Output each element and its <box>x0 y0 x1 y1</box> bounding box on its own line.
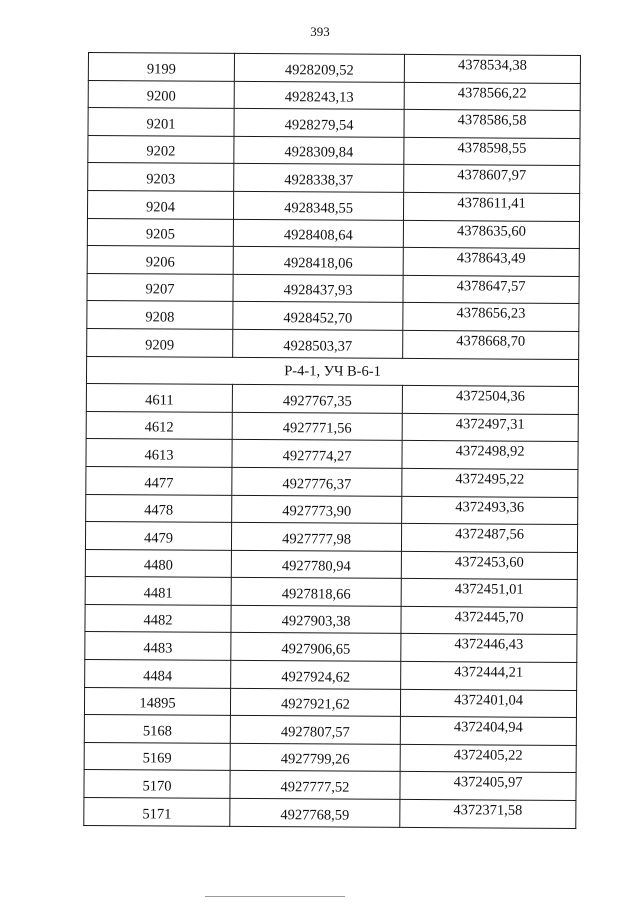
y-coordinate-cell: 4378643,49 <box>403 248 579 277</box>
point-number-cell: 4482 <box>85 604 231 632</box>
y-coordinate-cell: 4372446,43 <box>401 634 577 663</box>
point-number-cell: 9199 <box>88 53 234 81</box>
table-row <box>87 273 579 304</box>
x-coordinate-cell: 4927771,56 <box>232 412 402 441</box>
table-row <box>84 715 576 746</box>
table-row <box>84 687 576 718</box>
x-coordinate-cell: 4928209,52 <box>234 53 404 82</box>
x-coordinate-cell: 4927924,62 <box>231 660 401 689</box>
x-coordinate-cell: 4927818,66 <box>231 578 401 607</box>
y-coordinate-cell: 4372453,60 <box>401 551 577 580</box>
table-row <box>84 770 576 801</box>
point-number-cell: 5170 <box>84 770 230 798</box>
y-coordinate-cell: 4372493,36 <box>402 496 578 525</box>
x-coordinate-cell: 4927776,37 <box>232 467 402 496</box>
y-coordinate-cell: 4372497,31 <box>402 413 578 442</box>
coordinates-table <box>83 52 581 829</box>
point-number-cell: 4477 <box>86 466 232 494</box>
y-coordinate-cell: 4372444,21 <box>401 661 577 690</box>
point-number-cell: 4612 <box>86 411 232 439</box>
point-number-cell: 4478 <box>86 494 232 522</box>
y-coordinate-cell: 4378647,57 <box>403 275 579 304</box>
y-coordinate-cell: 4372451,01 <box>401 579 577 608</box>
x-coordinate-cell: 4927773,90 <box>232 495 402 524</box>
table-row <box>88 53 580 84</box>
y-coordinate-cell: 4372405,97 <box>400 772 576 801</box>
table-row <box>86 439 578 470</box>
table-row <box>85 549 577 580</box>
point-number-cell: 4481 <box>85 577 231 605</box>
table-row <box>87 218 579 249</box>
table-row <box>88 135 580 166</box>
y-coordinate-cell: 4372495,22 <box>402 468 578 497</box>
y-coordinate-cell: 4378656,23 <box>403 303 579 332</box>
x-coordinate-cell: 4928348,55 <box>233 191 403 220</box>
point-number-cell: 9203 <box>88 163 234 191</box>
x-coordinate-cell: 4928418,06 <box>233 247 403 276</box>
table-row <box>87 190 579 221</box>
table-row <box>86 494 578 525</box>
x-coordinate-cell: 4927921,62 <box>230 688 400 717</box>
y-coordinate-cell: 4378635,60 <box>403 220 579 249</box>
point-number-cell: 4613 <box>86 439 232 467</box>
point-number-cell: 9201 <box>88 108 234 136</box>
x-coordinate-cell: 4927799,26 <box>230 743 400 772</box>
table-row <box>84 798 576 829</box>
table-row <box>88 80 580 111</box>
point-number-cell: 4484 <box>85 660 231 688</box>
y-coordinate-cell: 4378598,55 <box>404 137 580 166</box>
point-number-cell: 4611 <box>86 384 232 412</box>
y-coordinate-cell: 4372487,56 <box>401 524 577 553</box>
point-number-cell: 9202 <box>88 135 234 163</box>
x-coordinate-cell: 4927903,38 <box>231 605 401 634</box>
x-coordinate-cell: 4928279,54 <box>234 109 404 138</box>
y-coordinate-cell: 4372498,92 <box>402 441 578 470</box>
point-number-cell: 4480 <box>85 549 231 577</box>
y-coordinate-cell: 4378611,41 <box>403 192 579 221</box>
table-row <box>85 660 577 691</box>
table-row <box>86 466 578 497</box>
table-row <box>86 411 578 442</box>
page-number: 393 <box>310 24 330 39</box>
y-coordinate-cell: 4378566,22 <box>404 82 580 111</box>
y-coordinate-cell: 4372371,58 <box>400 799 576 828</box>
x-coordinate-cell: 4927780,94 <box>231 550 401 579</box>
table-row <box>88 163 580 194</box>
coordinates-table-body <box>84 53 581 829</box>
table-row <box>87 301 579 332</box>
y-coordinate-cell: 4372401,04 <box>400 689 576 718</box>
point-number-cell: 9208 <box>87 301 233 329</box>
y-coordinate-cell: 4378668,70 <box>403 330 579 359</box>
scan-edge-line <box>205 896 345 897</box>
y-coordinate-cell: 4378534,38 <box>404 54 580 83</box>
table-row <box>85 604 577 635</box>
point-number-cell: 9200 <box>88 80 234 108</box>
point-number-cell: 5169 <box>84 742 230 770</box>
x-coordinate-cell: 4928452,70 <box>233 302 403 331</box>
x-coordinate-cell: 4927807,57 <box>230 716 400 745</box>
point-number-cell: 14895 <box>84 687 230 715</box>
point-number-cell: 9205 <box>87 218 233 246</box>
x-coordinate-cell: 4928309,84 <box>234 136 404 165</box>
x-coordinate-cell: 4928503,37 <box>233 329 403 358</box>
y-coordinate-cell: 4378607,97 <box>404 165 580 194</box>
y-coordinate-cell: 4372445,70 <box>401 606 577 635</box>
x-coordinate-cell: 4928338,37 <box>234 164 404 193</box>
section-title: Р-4-1, УЧ В-6-1 <box>86 356 578 387</box>
table-row <box>85 577 577 608</box>
table-row <box>84 742 576 773</box>
x-coordinate-cell: 4927767,35 <box>232 385 402 414</box>
x-coordinate-cell: 4928408,64 <box>233 219 403 248</box>
x-coordinate-cell: 4927906,65 <box>231 633 401 662</box>
x-coordinate-cell: 4927768,59 <box>230 798 400 827</box>
point-number-cell: 9204 <box>87 190 233 218</box>
x-coordinate-cell: 4927777,52 <box>230 771 400 800</box>
table-row <box>87 246 579 277</box>
table-row <box>85 522 577 553</box>
section-row <box>86 356 578 387</box>
point-number-cell: 5168 <box>84 715 230 743</box>
point-number-cell: 9209 <box>87 328 233 356</box>
x-coordinate-cell: 4928437,93 <box>233 274 403 303</box>
y-coordinate-cell: 4372504,36 <box>402 386 578 415</box>
point-number-cell: 9206 <box>87 246 233 274</box>
x-coordinate-cell: 4928243,13 <box>234 81 404 110</box>
point-number-cell: 5171 <box>84 798 230 826</box>
point-number-cell: 4483 <box>85 632 231 660</box>
table-row <box>85 632 577 663</box>
table-row <box>88 108 580 139</box>
point-number-cell: 4479 <box>85 522 231 550</box>
x-coordinate-cell: 4927774,27 <box>232 440 402 469</box>
y-coordinate-cell: 4372404,94 <box>400 717 576 746</box>
point-number-cell: 9207 <box>87 273 233 301</box>
table-row <box>86 384 578 415</box>
y-coordinate-cell: 4372405,22 <box>400 744 576 773</box>
y-coordinate-cell: 4378586,58 <box>404 110 580 139</box>
x-coordinate-cell: 4927777,98 <box>231 522 401 551</box>
table-row <box>87 328 579 359</box>
